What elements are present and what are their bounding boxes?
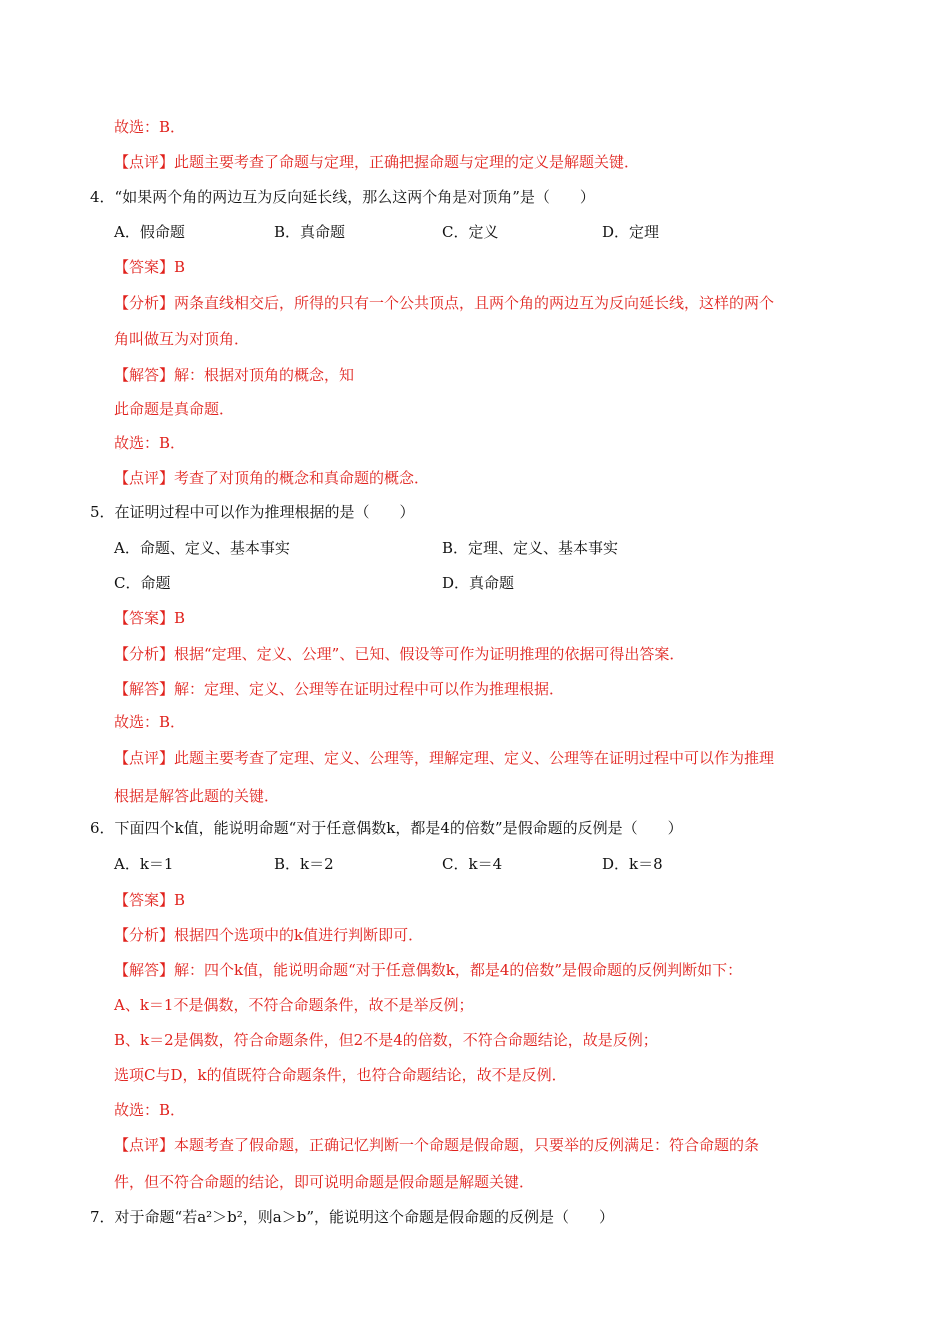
q5-comment-cont: 根据是解答此题的关键． [114, 787, 280, 805]
q4-solution-cont: 此命题是真命题． [114, 400, 235, 418]
q5-option-b: B．定理、定义、基本事实 [442, 539, 619, 557]
q5-solution: 【解答】解：定理、定义、公理等在证明过程中可以作为推理根据． [114, 680, 565, 698]
q5-option-a: A．命题、定义、基本事实 [114, 539, 290, 557]
choose-line: 故选：B． [114, 118, 186, 136]
q6-comment: 【点评】本题考查了假命题，正确记忆判断一个命题是假命题，只要举的反例满足：符合命题的条 [114, 1136, 760, 1154]
q5-option-d: D．真命题 [442, 574, 515, 592]
q4-analysis-cont: 角叫做互为对顶角． [114, 330, 250, 348]
q6-comment-cont: 件，但不符合命题的结论，即可说明命题是假命题是解题关键． [114, 1173, 535, 1191]
q6-solution-cd: 选项C与D，k的值既符合命题条件，也符合命题结论，故不是反例． [114, 1066, 567, 1084]
question-7-stem: 7．对于命题“若a²＞b²，则a＞b”，能说明这个命题是假命题的反例是（ ） [90, 1208, 614, 1226]
q4-option-a: A．假命题 [114, 223, 185, 241]
q4-analysis: 【分析】两条直线相交后，所得的只有一个公共顶点，且两个角的两边互为反向延长线，这样的两个 [114, 294, 775, 312]
q4-comment: 【点评】考查了对顶角的概念和真命题的概念． [114, 469, 430, 487]
q4-solution: 【解答】解：根据对顶角的概念，知 [114, 366, 355, 384]
q5-choose: 故选：B． [114, 713, 186, 731]
q5-option-c: C．命题 [114, 574, 171, 592]
q4-choose: 故选：B． [114, 434, 186, 452]
q6-solution-a: A、k＝1不是偶数，不符合命题条件，故不是举反例； [114, 996, 474, 1014]
q6-option-c: C．k＝4 [442, 855, 503, 873]
question-6-stem: 6．下面四个k值，能说明命题“对于任意偶数k，都是4的倍数”是假命题的反例是（ ） [90, 819, 683, 837]
q4-option-d: D．定理 [602, 223, 660, 241]
q6-option-b: B．k＝2 [274, 855, 334, 873]
q6-option-a: A．k＝1 [114, 855, 174, 873]
q5-answer: 【答案】B [114, 609, 186, 627]
q6-answer: 【答案】B [114, 891, 186, 909]
question-4-stem: 4．“如果两个角的两边互为反向延长线，那么这两个角是对顶角”是（ ） [90, 188, 595, 206]
q5-comment: 【点评】此题主要考查了定理、定义、公理等，理解定理、定义、公理等在证明过程中可以作为推理 [114, 749, 775, 767]
q4-answer: 【答案】B [114, 258, 186, 276]
q4-option-b: B．真命题 [274, 223, 346, 241]
comment-line: 【点评】此题主要考查了命题与定理，正确把握命题与定理的定义是解题关键． [114, 153, 640, 171]
q6-option-d: D．k＝8 [602, 855, 663, 873]
q5-analysis: 【分析】根据“定理、定义、公理”、已知、假设等可作为证明推理的依据可得出答案． [114, 645, 685, 663]
q6-analysis: 【分析】根据四个选项中的k值进行判断即可． [114, 926, 424, 944]
question-5-stem: 5．在证明过程中可以作为推理根据的是（ ） [90, 503, 415, 521]
q6-solution-b: B、k＝2是偶数，符合命题条件，但2不是4的倍数，不符合命题结论，故是反例； [114, 1031, 658, 1049]
q6-solution: 【解答】解：四个k值，能说明命题“对于任意偶数k，都是4的倍数”是假命题的反例判断如下： [114, 961, 743, 979]
q6-choose: 故选：B． [114, 1101, 186, 1119]
q4-option-c: C．定义 [442, 223, 499, 241]
